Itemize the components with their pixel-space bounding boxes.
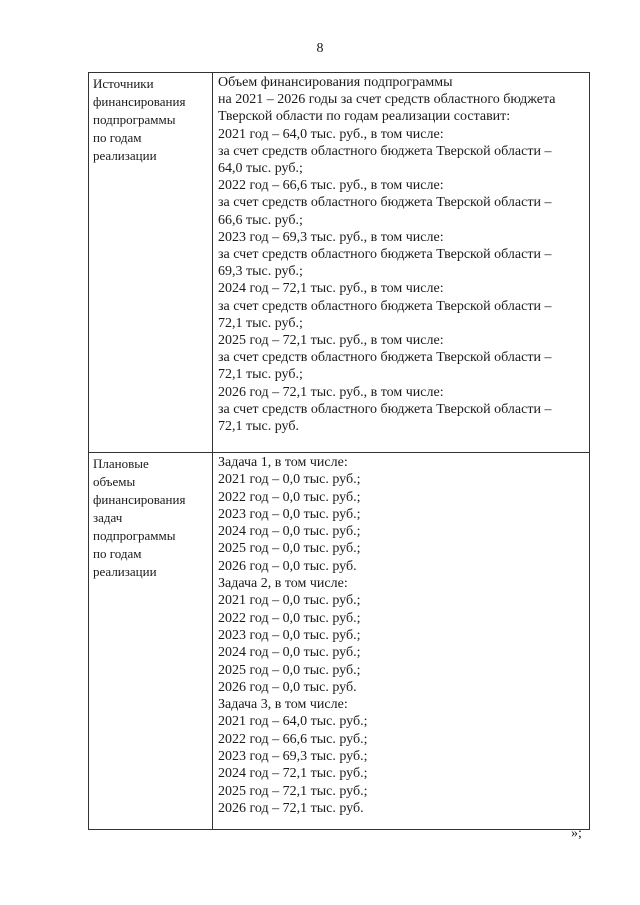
content-line: 2023 год – 69,3 тыс. руб.; <box>218 749 368 765</box>
table-row <box>89 73 590 453</box>
content-line: 2026 год – 0,0 тыс. руб. <box>218 558 357 574</box>
label-line: по годам <box>93 546 142 561</box>
content-line: 2021 год – 64,0 тыс. руб.; <box>218 714 368 730</box>
content-line: за счет средств областного бюджета Тверской области – <box>218 247 552 263</box>
content-line: 2026 год – 0,0 тыс. руб. <box>218 679 357 695</box>
label-line: реализации <box>93 148 157 163</box>
content-line: за счет средств областного бюджета Тверской области – <box>218 195 552 211</box>
content-line: 2022 год – 66,6 тыс. руб., в том числе: <box>218 178 444 194</box>
content-line: 2021 год – 64,0 тыс. руб., в том числе: <box>218 126 444 142</box>
content-line: за счет средств областного бюджета Тверской области – <box>218 143 552 159</box>
content-line: 2025 год – 0,0 тыс. руб.; <box>218 662 361 678</box>
task-financing-content <box>213 453 590 830</box>
content-line: Объем финансирования подпрограммы <box>218 75 453 90</box>
content-line: 2023 год – 0,0 тыс. руб.; <box>218 627 361 643</box>
content-line: 2023 год – 0,0 тыс. руб.; <box>218 506 361 522</box>
label-line: задач <box>93 510 123 525</box>
content-line: Задача 2, в том числе: <box>218 576 348 592</box>
content-line: 2022 год – 0,0 тыс. руб.; <box>218 610 361 626</box>
content-line: 2023 год – 69,3 тыс. руб., в том числе: <box>218 229 444 245</box>
page-number: 8 <box>316 41 324 56</box>
financing-table <box>88 72 590 830</box>
closing-quote-mark: »; <box>571 826 582 841</box>
label-line: Плановые <box>93 456 149 471</box>
label-line: финансирования <box>93 94 186 109</box>
content-line: 66,6 тыс. руб.; <box>218 212 303 228</box>
label-line: подпрограммы <box>93 528 176 543</box>
funding-sources-content <box>213 73 590 453</box>
content-line: 72,1 тыс. руб.; <box>218 367 303 383</box>
content-line: за счет средств областного бюджета Тверской области – <box>218 401 552 417</box>
content-line: 2022 год – 66,6 тыс. руб.; <box>218 731 368 747</box>
content-line: 2021 год – 0,0 тыс. руб.; <box>218 472 361 488</box>
content-line: за счет средств областного бюджета Тверской области – <box>218 350 552 366</box>
content-line: Задача 3, в том числе: <box>218 697 348 713</box>
content-line: 2025 год – 72,1 тыс. руб., в том числе: <box>218 333 444 349</box>
content-line: 2021 год – 0,0 тыс. руб.; <box>218 593 361 609</box>
row-label-task-financing <box>89 453 213 830</box>
content-line: 2022 год – 0,0 тыс. руб.; <box>218 489 361 505</box>
content-line: на 2021 – 2026 годы за счет средств областного бюджета <box>218 92 556 108</box>
label-line: Источники <box>93 76 154 91</box>
content-line: Задача 1, в том числе: <box>218 455 348 470</box>
table-row <box>89 453 590 830</box>
content-line: 2025 год – 0,0 тыс. руб.; <box>218 541 361 557</box>
label-line: финансирования <box>93 492 186 507</box>
label-line: по годам <box>93 130 142 145</box>
label-line: объемы <box>93 474 136 489</box>
content-line: 2026 год – 72,1 тыс. руб., в том числе: <box>218 384 444 400</box>
content-line: 2024 год – 0,0 тыс. руб.; <box>218 645 361 661</box>
content-line: за счет средств областного бюджета Тверской области – <box>218 298 552 314</box>
row-label-funding-sources <box>89 73 213 453</box>
content-line: 72,1 тыс. руб. <box>218 419 299 435</box>
content-line: 2024 год – 72,1 тыс. руб.; <box>218 766 368 782</box>
content-line: 64,0 тыс. руб.; <box>218 161 303 177</box>
label-line: подпрограммы <box>93 112 176 127</box>
content-line: 2024 год – 72,1 тыс. руб., в том числе: <box>218 281 444 297</box>
label-line: реализации <box>93 564 157 579</box>
content-line: 72,1 тыс. руб.; <box>218 315 303 331</box>
content-line: 69,3 тыс. руб.; <box>218 264 303 280</box>
content-line: 2024 год – 0,0 тыс. руб.; <box>218 524 361 540</box>
content-line: 2025 год – 72,1 тыс. руб.; <box>218 783 368 799</box>
content-line: 2026 год – 72,1 тыс. руб. <box>218 800 364 816</box>
content-line: Тверской области по годам реализации составит: <box>218 109 511 125</box>
